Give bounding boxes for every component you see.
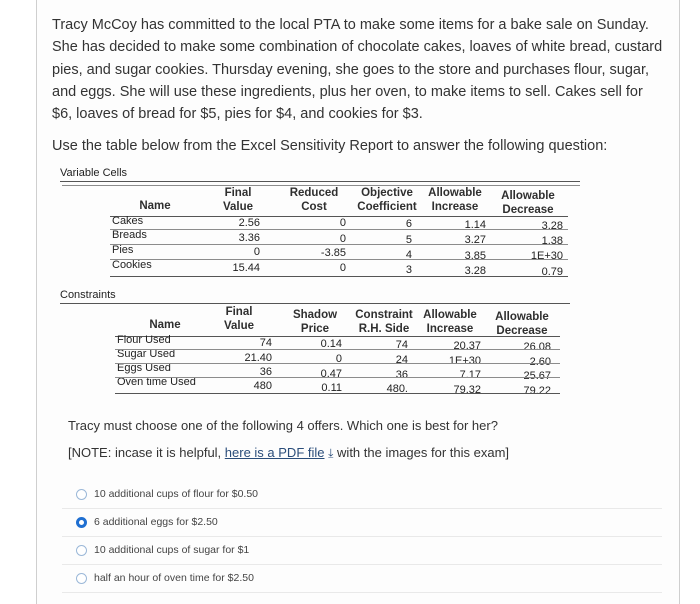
- row-divider: [110, 229, 568, 230]
- row-name: Breads: [112, 229, 147, 241]
- radio-button[interactable]: [76, 545, 87, 556]
- table-top-rule: [60, 303, 570, 304]
- shadow-price: 0.14: [320, 338, 342, 350]
- table-top-rule: [60, 181, 580, 182]
- row-name: Oven time Used: [117, 376, 196, 388]
- pdf-file-link[interactable]: here is a PDF file: [224, 445, 325, 460]
- header-shadow-price: Shadow Price: [292, 309, 338, 335]
- allowable-decrease: 3.28: [541, 220, 563, 232]
- objective-coefficient: 4: [405, 249, 412, 261]
- header-allowable-increase: Allowable Increase: [428, 187, 482, 213]
- problem-description: Tracy McCoy has committed to the local PTA to make some items for a bake sale on Sunday. She has decided to make some combination of chocolate cakes, loaves of white bread, custard pies, and sugar cookies. Thursday evening, she goes to the store and purchases flour, sugar, and eggs. She will use these ingredients, plus her oven, to make items to sell. Cakes sell for $6, loaves of bread for $5, pies for $4, and cookies for $3.: [52, 17, 663, 123]
- objective-coefficient: 6: [405, 218, 412, 230]
- shadow-price: 0.47: [320, 368, 342, 380]
- radio-button[interactable]: [76, 573, 87, 584]
- radio-button-selected[interactable]: [76, 517, 87, 528]
- objective-coefficient: 3: [405, 264, 412, 276]
- note-prefix: [NOTE: incase it is helpful,: [68, 445, 225, 460]
- allowable-decrease: 25.67: [523, 370, 551, 382]
- option-label: 6 additional eggs for $2.50: [94, 516, 218, 528]
- allowable-increase: 1.14: [464, 219, 486, 231]
- allowable-increase: 1E+30: [448, 355, 481, 367]
- answer-option[interactable]: [62, 538, 662, 565]
- allowable-increase: 7.17: [459, 369, 481, 381]
- shadow-price: 0: [335, 353, 342, 365]
- header-rule: [115, 336, 560, 337]
- allowable-increase: 3.28: [464, 265, 486, 277]
- row-name: Flour Used: [117, 334, 171, 346]
- variable-cells-label: Variable Cells: [60, 167, 128, 179]
- option-label: 10 additional cups of flour for $0.50: [94, 488, 259, 500]
- final-value: 21.40: [244, 352, 272, 364]
- final-value: 3.36: [238, 232, 260, 244]
- row-name: Eggs Used: [117, 362, 171, 374]
- reduced-cost: 0: [339, 217, 346, 229]
- shadow-price: 0.11: [321, 382, 342, 394]
- header-name: Name: [139, 200, 171, 212]
- allowable-decrease: 0.79: [541, 266, 563, 278]
- question-text: Tracy must choose one of the following 4 offers. Which one is best for her?: [68, 418, 498, 433]
- row-name: Pies: [112, 244, 134, 256]
- final-value: 74: [259, 337, 272, 349]
- allowable-decrease: 79.22: [523, 385, 551, 397]
- header-objective-coefficient: Objective Coefficient: [357, 187, 417, 213]
- row-divider: [115, 363, 560, 364]
- option-label: half an hour of oven time for $2.50: [94, 572, 254, 584]
- table-bottom-rule: [115, 393, 560, 394]
- allowable-increase: 3.27: [464, 234, 486, 246]
- note-suffix: with the images for this exam]: [337, 445, 510, 460]
- row-name: Sugar Used: [117, 348, 176, 360]
- table-bottom-rule: [110, 276, 568, 277]
- answer-option[interactable]: [62, 510, 662, 537]
- answer-option[interactable]: [62, 566, 662, 593]
- download-icon[interactable]: ⤓: [328, 446, 334, 460]
- reduced-cost: 0: [339, 262, 346, 274]
- final-value: 2.56: [238, 217, 260, 229]
- answer-option[interactable]: [62, 482, 662, 509]
- final-value: 36: [259, 366, 272, 378]
- row-divider: [110, 259, 568, 260]
- constraint-rhs: 74: [395, 339, 408, 351]
- header-allowable-decrease: Allowable Decrease: [501, 190, 555, 216]
- reduced-cost: -3.85: [320, 247, 346, 259]
- allowable-decrease: 2.60: [529, 356, 551, 368]
- allowable-decrease: 26.08: [523, 341, 551, 353]
- objective-coefficient: 5: [405, 234, 412, 246]
- allowable-decrease: 1.38: [541, 235, 563, 247]
- option-label: 10 additional cups of sugar for $1: [94, 544, 250, 556]
- header-final-value: Final Value: [222, 187, 254, 213]
- allowable-increase: 3.85: [464, 250, 486, 262]
- header-allowable-increase: Allowable Increase: [423, 309, 477, 335]
- allowable-increase: 79.32: [453, 384, 481, 396]
- reduced-cost: 0: [339, 233, 346, 245]
- allowable-decrease: 1E+30: [530, 250, 563, 262]
- row-divider: [110, 244, 568, 245]
- header-allowable-decrease: Allowable Decrease: [495, 311, 549, 337]
- constraint-rhs: 480.: [386, 383, 408, 395]
- radio-button[interactable]: [76, 489, 87, 500]
- constraints-label: Constraints: [60, 289, 116, 301]
- row-divider: [115, 377, 560, 378]
- allowable-increase: 20.37: [453, 340, 481, 352]
- row-name: Cakes: [112, 215, 144, 227]
- note-text: [68, 445, 509, 461]
- instruction-text: Use the table below from the Excel Sensitivity Report to answer the following question:: [52, 138, 608, 154]
- constraint-rhs: 24: [395, 354, 408, 366]
- header-reduced-cost: Reduced Cost: [289, 187, 339, 213]
- header-name: Name: [149, 319, 181, 331]
- final-value: 480: [253, 380, 272, 392]
- header-final-value: Final Value: [223, 306, 255, 332]
- constraint-rhs: 36: [395, 369, 408, 381]
- final-value: 0: [253, 246, 260, 258]
- row-divider: [115, 349, 560, 350]
- header-constraint-rhs: Constraint R.H. Side: [355, 309, 413, 335]
- row-name: Cookies: [112, 259, 152, 271]
- final-value: 15.44: [232, 262, 260, 274]
